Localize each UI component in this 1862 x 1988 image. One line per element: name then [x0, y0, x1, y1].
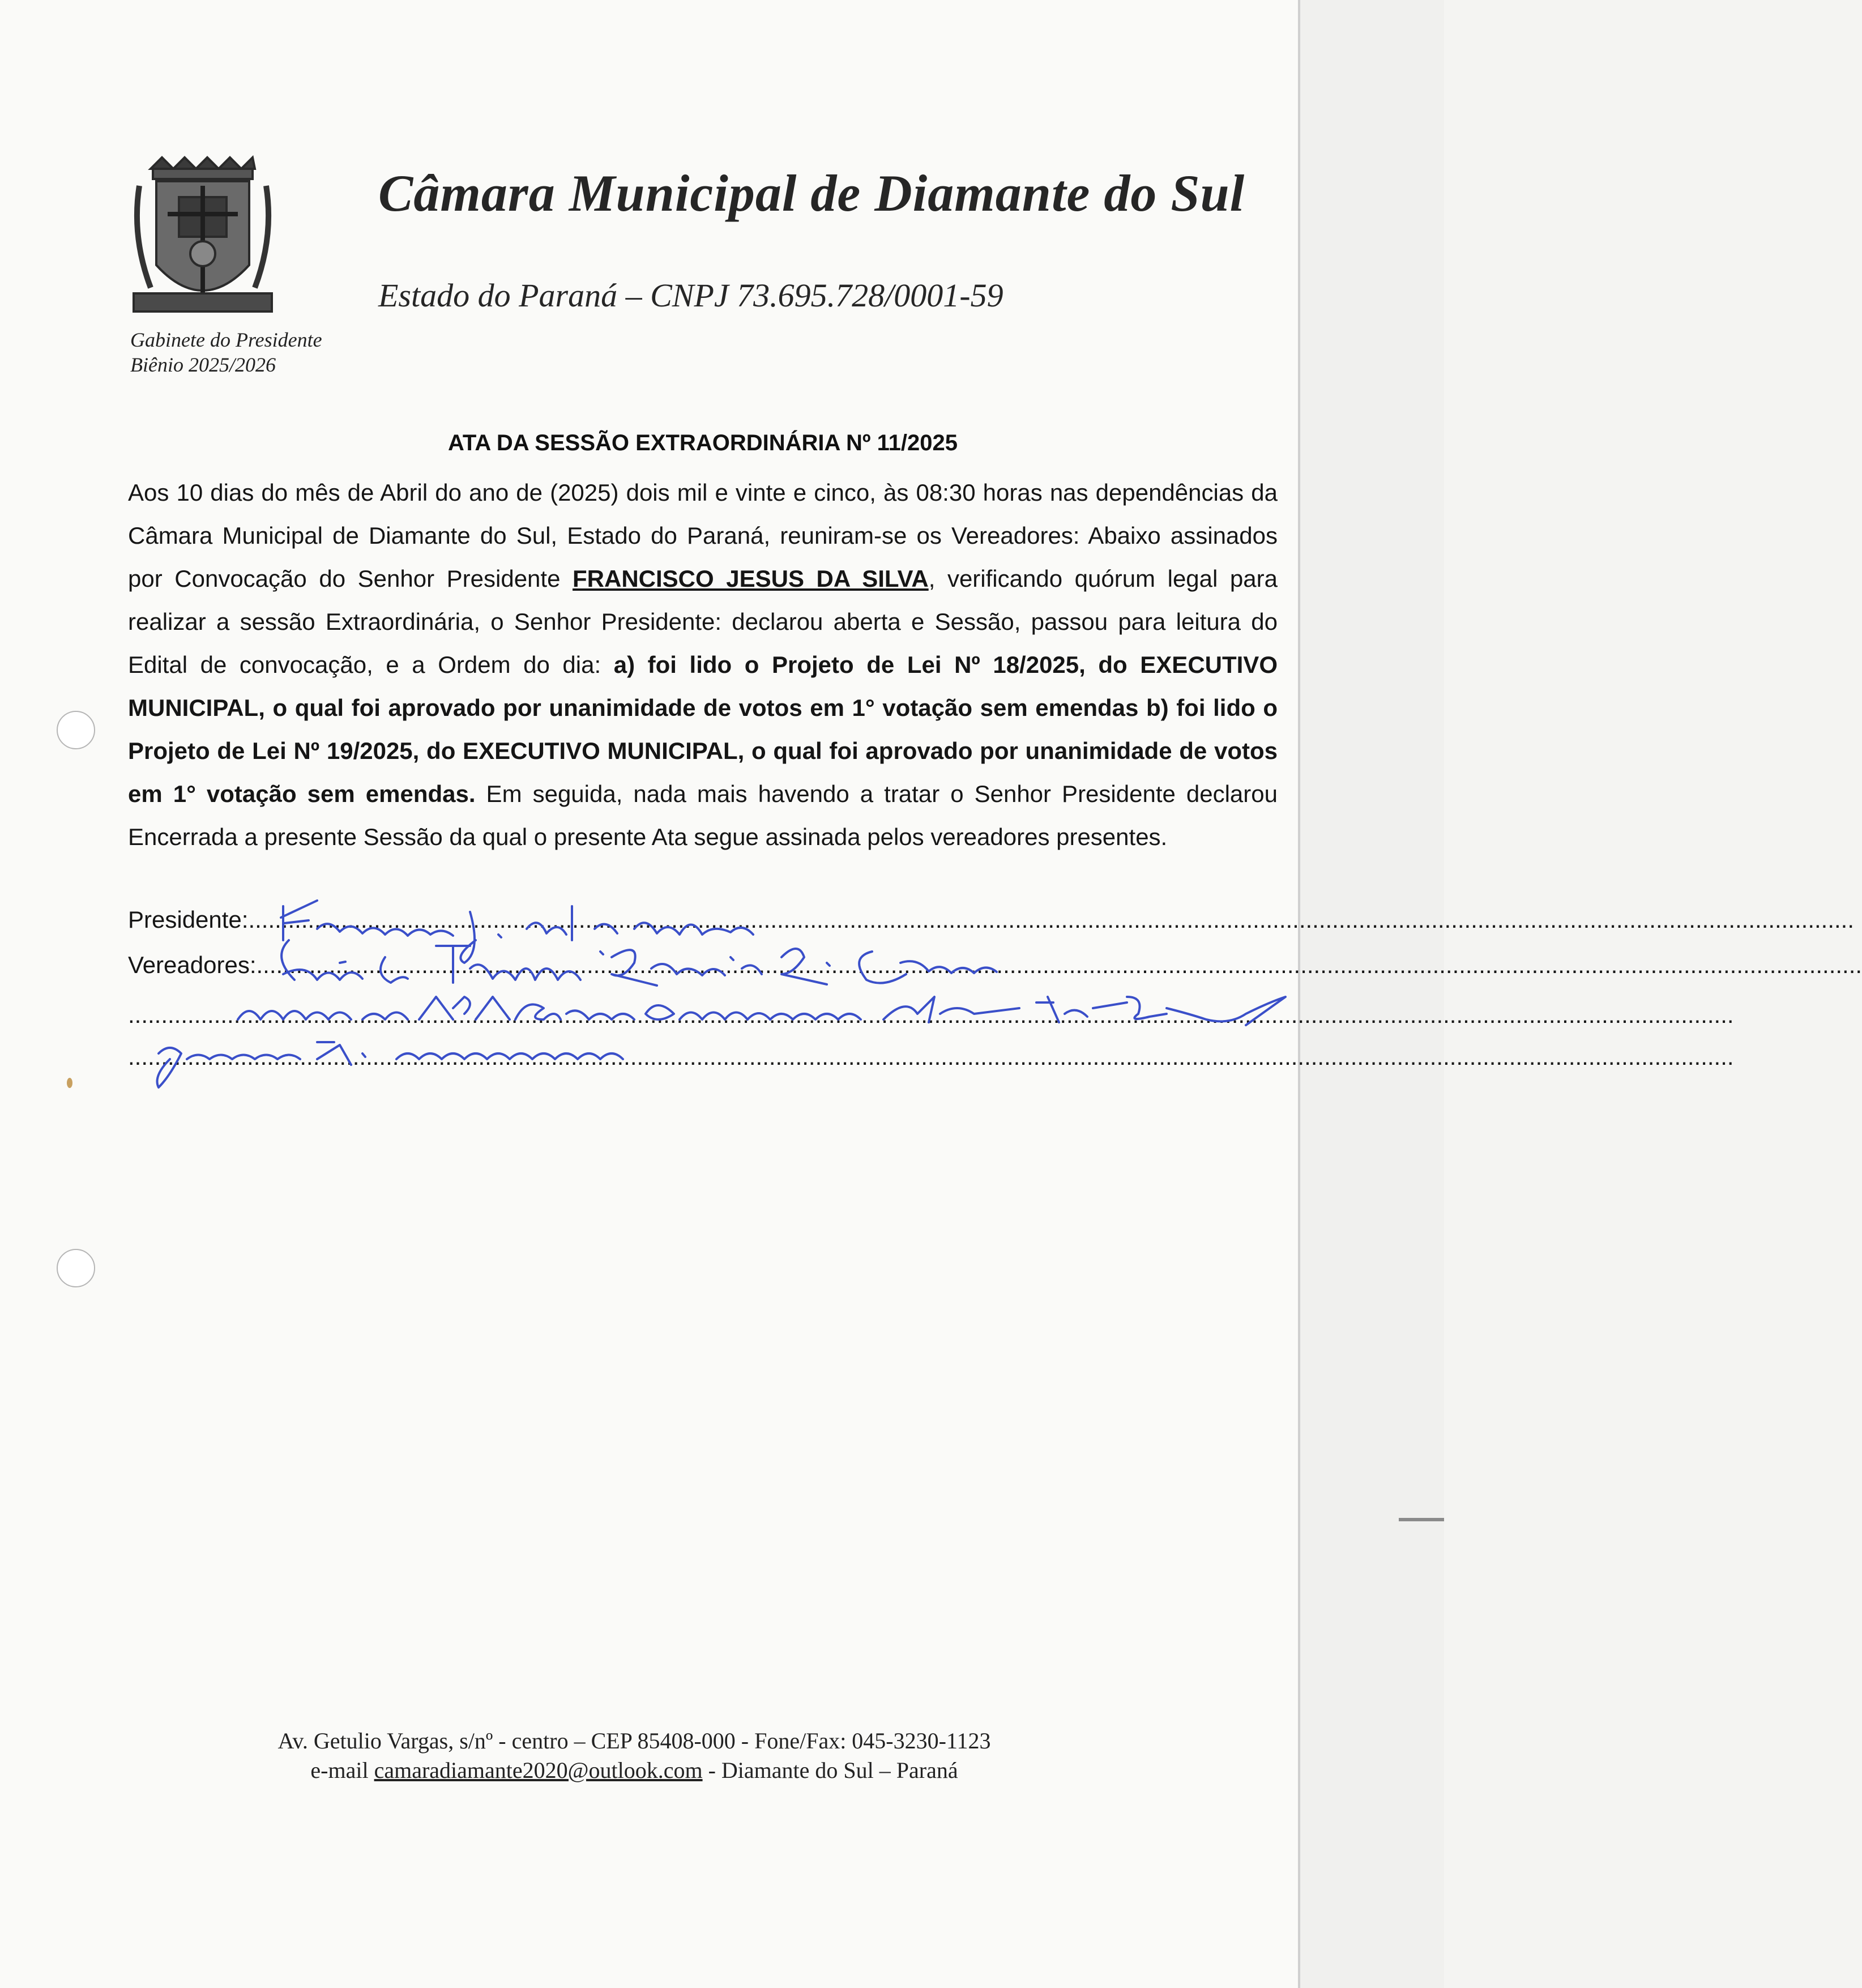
punch-hole [57, 711, 95, 749]
municipal-crest-icon [128, 152, 277, 322]
email-label: e-mail [310, 1757, 374, 1783]
paper-speck [67, 1078, 72, 1088]
minutes-closing: Em seguida, nada mais havendo a tratar o Senhor Presidente declarou Encerrada a presente Sessão da qual o presente Ata segue assinada pelos vereadores presentes. [128, 780, 1278, 850]
agenda-items: a) foi lido o Projeto de Lei Nº 18/2025, do EXECUTIVO MUNICIPAL, o qual foi aprovado por unanimidade de votos em 1° votação sem emendas b) foi lido o Projeto de Lei Nº 19/2025, do EXECUTIVO MUNICIPAL, o qual foi aprovado por unanimidade de votos em 1° votação sem emendas. [128, 651, 1278, 807]
councillors-label: Vereadores: [128, 952, 257, 978]
dotted-line: ................................................................................................................................................................................................................................................... [128, 1043, 1734, 1070]
dotted-line: ................................................................................................................................................................................................................................................... [248, 906, 1855, 933]
minutes-text: , verificando quórum legal para realizar a sessão Extraordinária, o Senhor Presidente: declarou aberta e Sessão, passou para leitura do Edital de convocação, e a Ordem do dia: [128, 565, 1278, 678]
signature-line [128, 1001, 1734, 1029]
minutes-body [128, 471, 1278, 859]
scanner-margin [1300, 0, 1444, 1988]
footer-line-1: Av. Getulio Vargas, s/nº - centro – CEP 85408-000 - Fone/Fax: 045-3230-1123 [277, 1728, 991, 1754]
email-link[interactable]: camaradiamante2020@outlook.com [374, 1757, 703, 1783]
scan-mark [1399, 1518, 1444, 1521]
footer-address [170, 1726, 1099, 1785]
document-title: ATA DA SESSÃO EXTRAORDINÁRIA Nº 11/2025 [448, 430, 958, 455]
signature-line [128, 1043, 1734, 1070]
dotted-line: ................................................................................................................................................................................................................................................... [128, 1001, 1734, 1028]
chamber-name: Câmara Municipal de Diamante do Sul [378, 164, 1245, 222]
president-name: FRANCISCO JESUS DA SILVA [573, 565, 929, 592]
office-label: Gabinete do Presidente [130, 329, 322, 351]
punch-hole [57, 1249, 95, 1287]
president-label: Presidente: [128, 906, 249, 933]
president-signature-line [128, 906, 1855, 933]
term-label: Biênio 2025/2026 [130, 353, 276, 376]
minutes-text: Aos 10 dias do mês de Abril do ano de (2025) dois mil e vinte e cinco, às 08:30 horas nas dependências da Câmara Municipal de Diamante do Sul, Estado do Paraná, reuniram-se os Vereadores: Abaixo assinados por Convocação do Senhor Presidente [128, 479, 1278, 592]
footer-location: - Diamante do Sul – Paraná [702, 1757, 958, 1783]
chamber-state-cnpj: Estado do Paraná – CNPJ 73.695.728/0001-59 [378, 277, 1003, 314]
dotted-line: ................................................................................................................................................................................................................................................... [256, 952, 1862, 978]
office-block [130, 327, 413, 377]
footer-line-2 [170, 1756, 1099, 1785]
councillors-signature-line [128, 952, 1862, 979]
